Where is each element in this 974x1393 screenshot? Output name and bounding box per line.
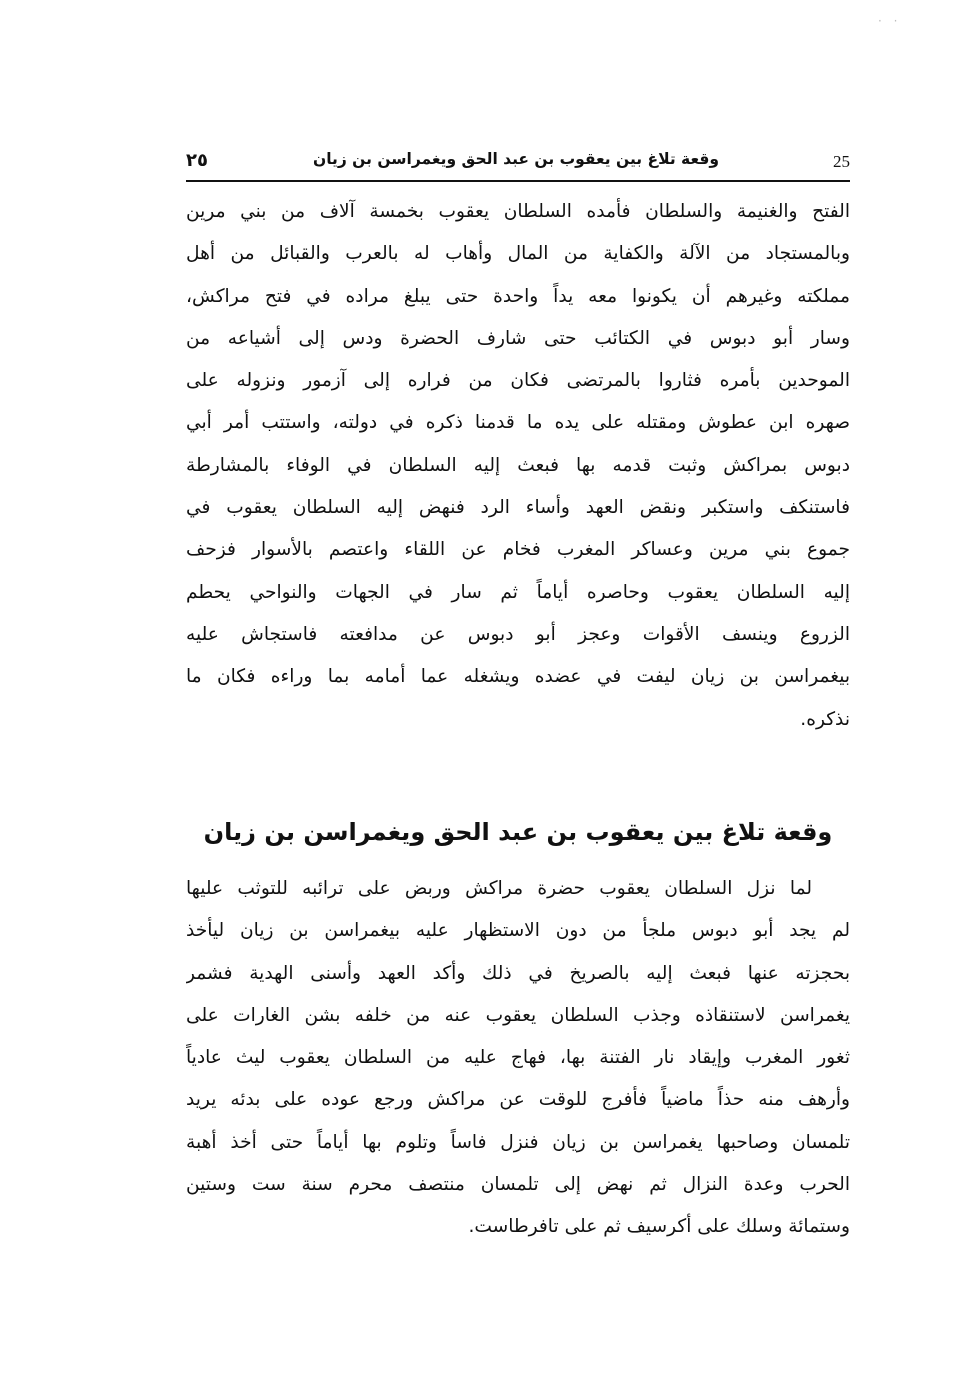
text-line: بيغمراسن بن زيان ليفت في عضده ويشغله عما أمامه بما وراءه فكان ما <box>186 666 850 688</box>
text-line: إليه السلطان يعقوب وحاصره أياماً ثم سار في الجهات والنواحي يحطم <box>186 581 850 603</box>
text-line: صهره ابن عطوش ومقتله على يده ما قدمنا ذكره في دولته، واستتب أمر أبي <box>186 412 850 434</box>
text-line: الحرب وعدة النزال ثم نهض إلى تلمسان منتصف محرم سنة ست وستين <box>186 1174 850 1196</box>
text-line: وبالمستجاد من الآلة والكفاية من المال وأهاب له بالعرب والقبائل من أهل <box>186 243 850 265</box>
text-line: دبوس بمراكش وثبت قدمه بها فبعث إليه السلطان في الوفاء بالمشارطة <box>186 454 850 476</box>
scan-speck: · · <box>878 14 902 28</box>
section-heading: وقعة تلاغ بين يعقوب بن عبد الحق ويغمراسن بن زيان <box>203 818 833 846</box>
text-line: الفتح والغنيمة والسلطان فأمده السلطان يعقوب بخمسة آلاف من بني مرين <box>186 201 850 222</box>
page-header <box>186 150 850 182</box>
text-line: لم يجد أبو دبوس ملجأ من دون الاستظهار عليه بيغمراسن بن زيان ليأخذ <box>186 920 850 942</box>
text-line: فاستنكف واستكبر ونقض العهد وأساء الرد فنهض إليه السلطان يعقوب في <box>186 497 850 519</box>
text-line: ثغور المغرب وإيقاد نار الفتنة بها، فهاج عليه من السلطان يعقوب ليث عادياً <box>186 1047 850 1069</box>
paragraph-1 <box>186 191 850 741</box>
paragraph-2 <box>186 868 850 1249</box>
text-line: جموع بني مرين وعساكر المغرب فخام عن اللقاء واعتصم بالأسوار فزحف <box>186 539 850 561</box>
running-title: وقعة تلاغ بين يعقوب بن عبد الحق ويغمراسن بن زيان <box>312 150 719 168</box>
text-line: بحجزته عنها فبعث إليه بالصريخ في ذلك وأكد العهد وأسنى الهدية فشمر <box>186 962 850 984</box>
text-line: وسار أبو دبوس في الكتائب حتى شارف الحضرة ودس إلى أشياعه من <box>186 327 850 349</box>
text-line: يغمراسن لاستنقاذه وجذب السلطان يعقوب عنه من خلفه بشن الغارات على <box>186 1004 850 1026</box>
page-number-latin: 25 <box>833 152 850 171</box>
text-line: وأرهف منه حذاً ماضياً فأفرج للوقت عن مراكش ورجع عوده على بدئه يريد <box>186 1089 850 1111</box>
text-line: نذكره. <box>800 708 850 730</box>
text-line: لما نزل السلطان يعقوب حضرة مراكش وربض على ترائبه للتوثب عليها <box>186 878 812 899</box>
text-line: مملكته وغيرهم أن يكونوا معه يداً واحدة حتى يبلغ مراده في فتح مراكش، <box>186 285 850 307</box>
text-line: تلمسان وصاحبها يغمراسن بن زيان فنزل فاساً وتلوم بها أياماً حتى أخذ أهبة <box>186 1131 850 1153</box>
text-line: الزروع وينسف الأقوات وعجز أبو دبوس عن مدافعته فاستجاش عليه <box>186 623 850 645</box>
text-line: وستمائة وسلك على أكرسيف ثم على تافرطاست. <box>468 1216 850 1238</box>
page-number-arabic: ٢٥ <box>186 150 208 171</box>
text-line: الموحدين بأمره فثاروا بالمرتضى فكان من فراره إلى آزمور ونزوله على <box>186 370 850 392</box>
